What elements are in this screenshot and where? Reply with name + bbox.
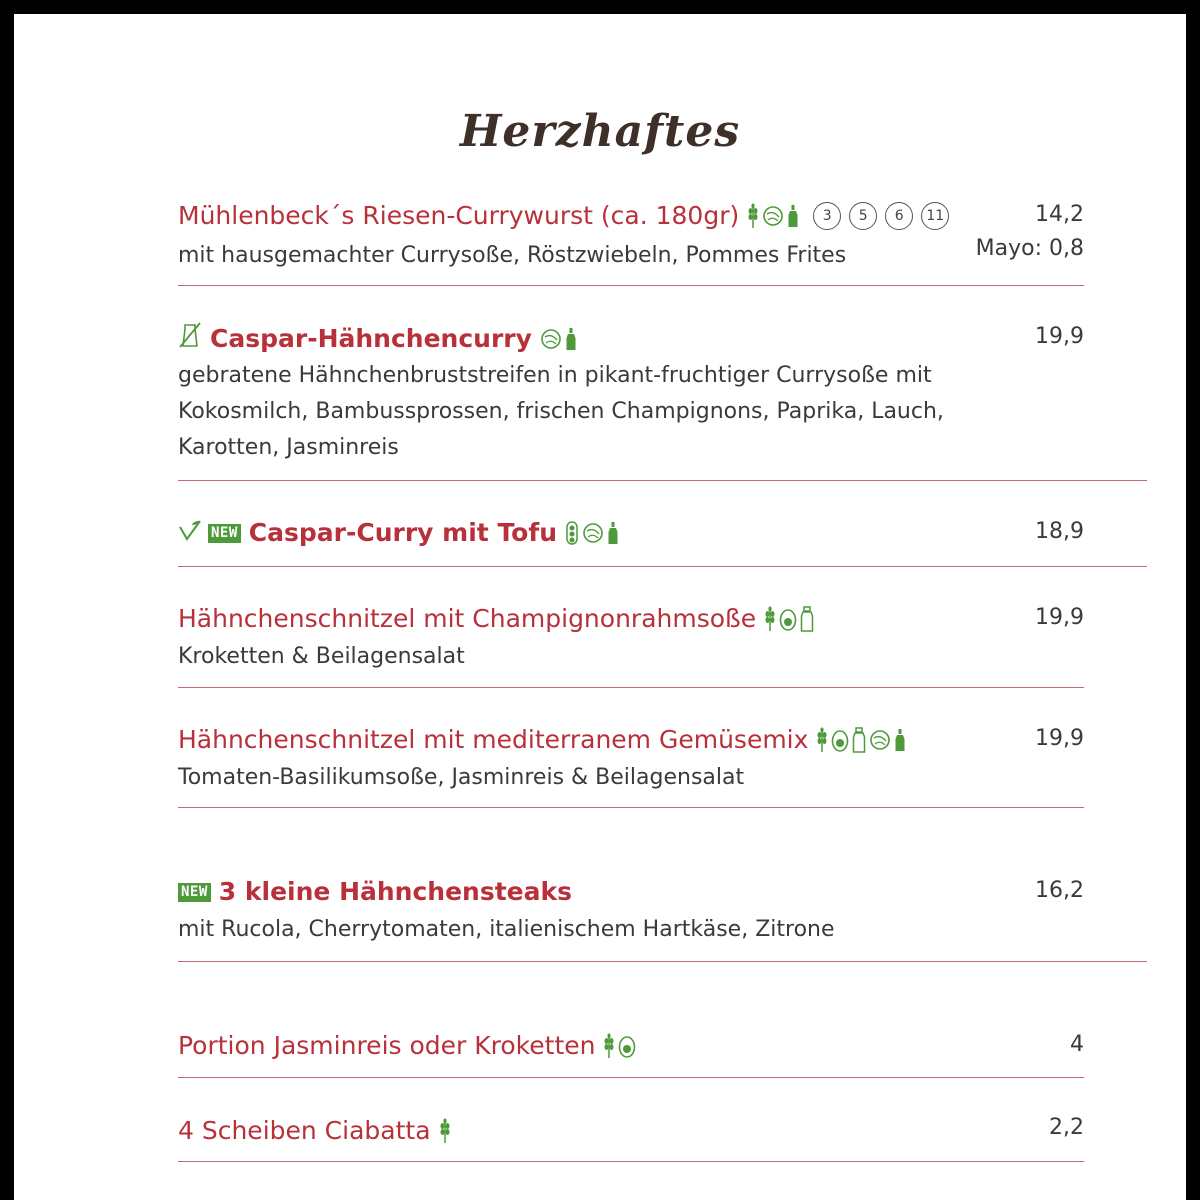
item-name: 4 Scheiben Ciabatta bbox=[178, 1116, 431, 1145]
item-name-row bbox=[178, 876, 572, 908]
item-name-row bbox=[178, 1115, 451, 1147]
divider bbox=[178, 480, 1147, 481]
allergen-icons bbox=[816, 727, 906, 753]
egg-icon bbox=[762, 205, 784, 227]
additive-badge: 6 bbox=[885, 202, 913, 230]
prefix-icons bbox=[178, 322, 202, 356]
item-description-line: gebratene Hähnchenbruststreifen in pikant-fruchtiger Currysoße mit bbox=[178, 363, 932, 388]
prefix-icons bbox=[178, 883, 211, 902]
wheat-icon bbox=[603, 1033, 615, 1059]
item-description: mit Rucola, Cherrytomaten, italienischem Hartkäse, Zitrone bbox=[178, 917, 835, 942]
item-price-extra: Mayo: 0,8 bbox=[975, 236, 1084, 261]
item-name-row bbox=[178, 322, 577, 356]
divider bbox=[178, 566, 1147, 567]
item-price: 19,9 bbox=[1035, 726, 1084, 751]
item-name: Caspar-Curry mit Tofu bbox=[248, 518, 558, 547]
egg-icon bbox=[540, 328, 562, 350]
item-description-line: Karotten, Jasminreis bbox=[178, 435, 399, 460]
item-name: Hähnchenschnitzel mit Champignonrahmsoße bbox=[178, 604, 757, 633]
divider bbox=[178, 961, 1147, 962]
divider bbox=[178, 687, 1084, 688]
item-price: 19,9 bbox=[1035, 605, 1084, 630]
lactose-free-icon bbox=[178, 322, 202, 356]
allergen-icons bbox=[540, 327, 577, 351]
item-price: 19,9 bbox=[1035, 324, 1084, 349]
wheat-icon bbox=[764, 606, 776, 632]
item-name: Mühlenbeck´s Riesen-Currywurst (ca. 180gr) bbox=[178, 201, 740, 230]
item-price: 14,2 bbox=[1035, 202, 1084, 227]
egg-icon bbox=[582, 522, 604, 544]
bottle-icon bbox=[894, 728, 906, 752]
allergen-icons bbox=[764, 606, 814, 632]
section-title: Herzhaftes bbox=[459, 106, 741, 157]
item-price: 18,9 bbox=[1035, 519, 1084, 544]
allergen-icons bbox=[603, 1033, 636, 1059]
divider bbox=[178, 807, 1084, 808]
item-name-row bbox=[178, 603, 814, 635]
vegan-leaf-icon bbox=[178, 517, 202, 549]
item-description: Tomaten-Basilikumsoße, Jasminreis & Beilagensalat bbox=[178, 765, 745, 790]
wheat-icon bbox=[439, 1118, 451, 1144]
soy-icon bbox=[565, 520, 579, 546]
egg-icon bbox=[831, 728, 849, 752]
wheat-icon bbox=[747, 203, 759, 229]
allergen-icons bbox=[565, 520, 619, 546]
new-badge: NEW bbox=[178, 883, 211, 902]
milk-icon bbox=[852, 727, 866, 753]
item-price: 4 bbox=[1070, 1032, 1084, 1057]
item-name: 3 kleine Hähnchensteaks bbox=[218, 877, 572, 906]
milk-icon bbox=[800, 606, 814, 632]
item-name-row bbox=[178, 200, 949, 232]
item-name: Hähnchenschnitzel mit mediterranem Gemüsemix bbox=[178, 725, 809, 754]
item-description: mit hausgemachter Currysoße, Röstzwiebeln, Pommes Frites bbox=[178, 243, 847, 268]
item-name-row bbox=[178, 724, 906, 756]
prefix-icons bbox=[178, 517, 241, 549]
allergen-icons bbox=[747, 203, 799, 229]
bottle-icon bbox=[787, 204, 799, 228]
item-name: Portion Jasminreis oder Kroketten bbox=[178, 1031, 596, 1060]
item-description-line: Kokosmilch, Bambussprossen, frischen Champignons, Paprika, Lauch, bbox=[178, 399, 944, 424]
item-description: Kroketten & Beilagensalat bbox=[178, 644, 465, 669]
additive-badge: 5 bbox=[849, 202, 877, 230]
item-name: Caspar-Hähnchencurry bbox=[210, 324, 532, 353]
item-price: 16,2 bbox=[1035, 878, 1084, 903]
divider bbox=[178, 1161, 1084, 1162]
wheat-icon bbox=[816, 727, 828, 753]
allergen-icons bbox=[439, 1118, 451, 1144]
divider bbox=[178, 285, 1084, 286]
egg-icon bbox=[618, 1034, 636, 1058]
bottle-icon bbox=[607, 521, 619, 545]
additive-badge: 3 bbox=[813, 202, 841, 230]
egg-icon bbox=[779, 607, 797, 631]
additive-badge: 11 bbox=[921, 202, 949, 230]
egg-icon bbox=[869, 729, 891, 751]
divider bbox=[178, 1077, 1084, 1078]
new-badge: NEW bbox=[208, 524, 241, 543]
item-name-row bbox=[178, 1030, 636, 1062]
item-name-row bbox=[178, 517, 619, 549]
bottle-icon bbox=[565, 327, 577, 351]
item-price: 2,2 bbox=[1049, 1115, 1084, 1140]
